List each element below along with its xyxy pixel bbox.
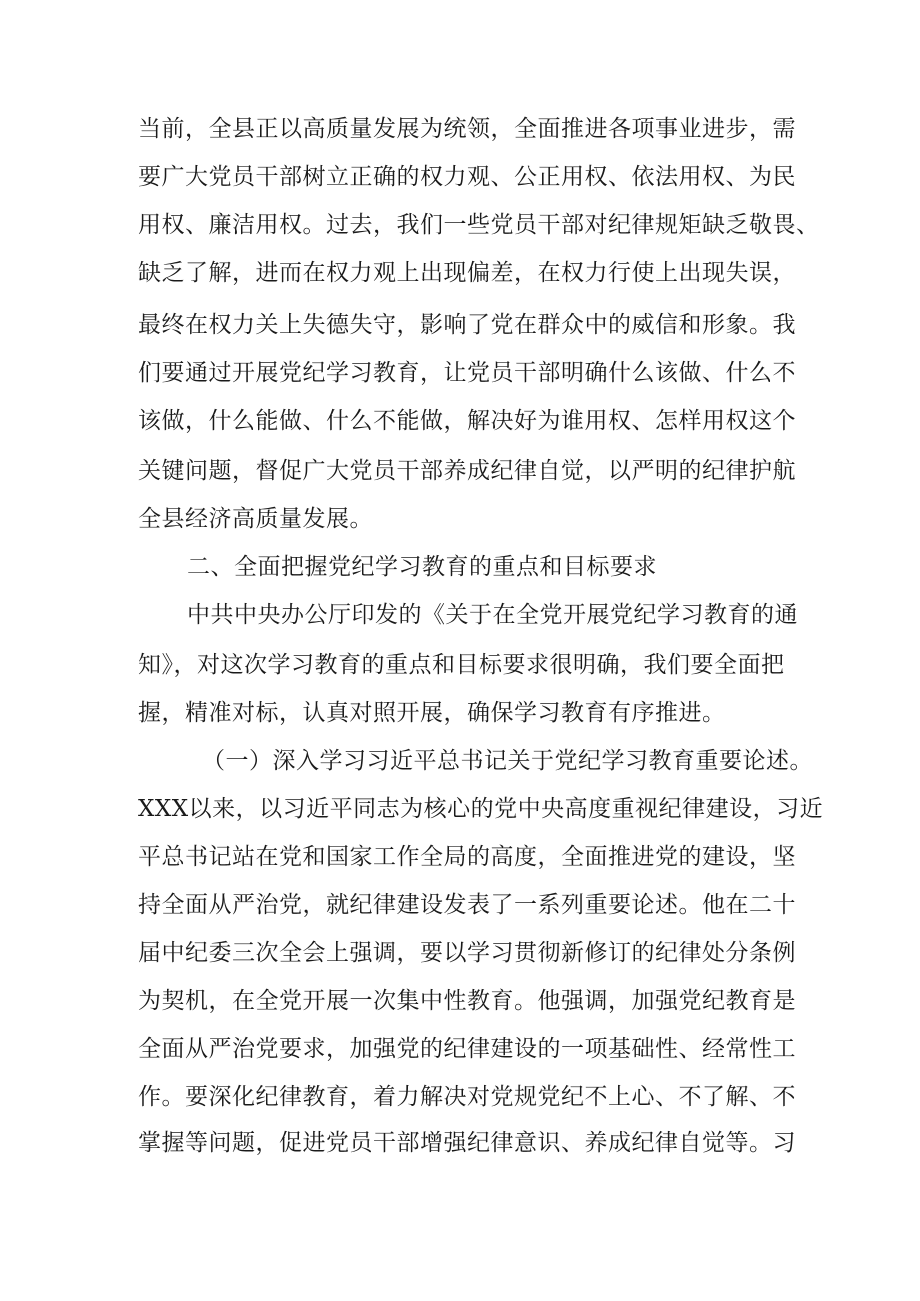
- paragraph-3-line-1: XXX以来，以习近平同志为核心的党中央高度重视纪律建设，习近: [138, 796, 824, 822]
- paragraph-3-line-8: 掌握等问题，促进党员干部增强纪律意识、养成纪律自觉等。习: [138, 1130, 796, 1156]
- paragraph-3-line-6: 全面从严治党要求，加强党的纪律建设的一项基础性、经常性工: [138, 1036, 796, 1062]
- paragraph-1-line-3: 用权、廉洁用权。过去，我们一些党员干部对纪律规矩缺乏敬畏、: [138, 212, 820, 238]
- paragraph-1-line-7: 该做，什么能做、什么不能做，解决好为谁用权、怎样用权这个: [138, 408, 796, 434]
- paragraph-2-line-2: 知》，对这次学习教育的重点和目标要求很明确，我们要全面把: [138, 652, 785, 678]
- paragraph-1-line-5: 最终在权力关上失德失守，影响了党在群众中的威信和形象。我: [138, 312, 796, 338]
- paragraph-1-line-4: 缺乏了解，进而在权力观上出现偏差，在权力行使上出现失误，: [138, 260, 796, 286]
- paragraph-1-line-9: 全县经济高质量发展。: [138, 506, 373, 532]
- subsection-heading: （一）深入学习习近平总书记关于党纪学习教育重要论述。: [202, 748, 813, 774]
- paragraph-2-line-3: 握，精准对标，认真对照开展，确保学习教育有序推进。: [138, 700, 726, 726]
- paragraph-1-line-2: 要广大党员干部树立正确的权力观、公正用权、依法用权、为民: [138, 164, 796, 190]
- paragraph-3-line-5: 为契机，在全党开展一次集中性教育。他强调，加强党纪教育是: [138, 988, 796, 1014]
- section-heading: 二、全面把握党纪学习教育的重点和目标要求: [187, 554, 657, 580]
- paragraph-3-line-2: 平总书记站在党和国家工作全局的高度，全面推进党的建设，坚: [138, 844, 796, 870]
- paragraph-2-line-1: 中共中央办公厅印发的《关于在全党开展党纪学习教育的通: [187, 602, 798, 628]
- paragraph-1-line-6: 们要通过开展党纪学习教育，让党员干部明确什么该做、什么不: [138, 360, 796, 386]
- paragraph-1-line-8: 关键问题，督促广大党员干部养成纪律自觉，以严明的纪律护航: [138, 458, 796, 484]
- paragraph-3-line-7: 作。要深化纪律教育，着力解决对党规党纪不上心、不了解、不: [138, 1084, 796, 1110]
- paragraph-1-line-1: 当前，全县正以高质量发展为统领，全面推进各项事业进步，需: [138, 116, 796, 142]
- paragraph-3-line-3: 持全面从严治党，就纪律建设发表了一系列重要论述。他在二十: [138, 892, 796, 918]
- paragraph-3-line-4: 届中纪委三次全会上强调，要以学习贯彻新修订的纪律处分条例: [138, 940, 796, 966]
